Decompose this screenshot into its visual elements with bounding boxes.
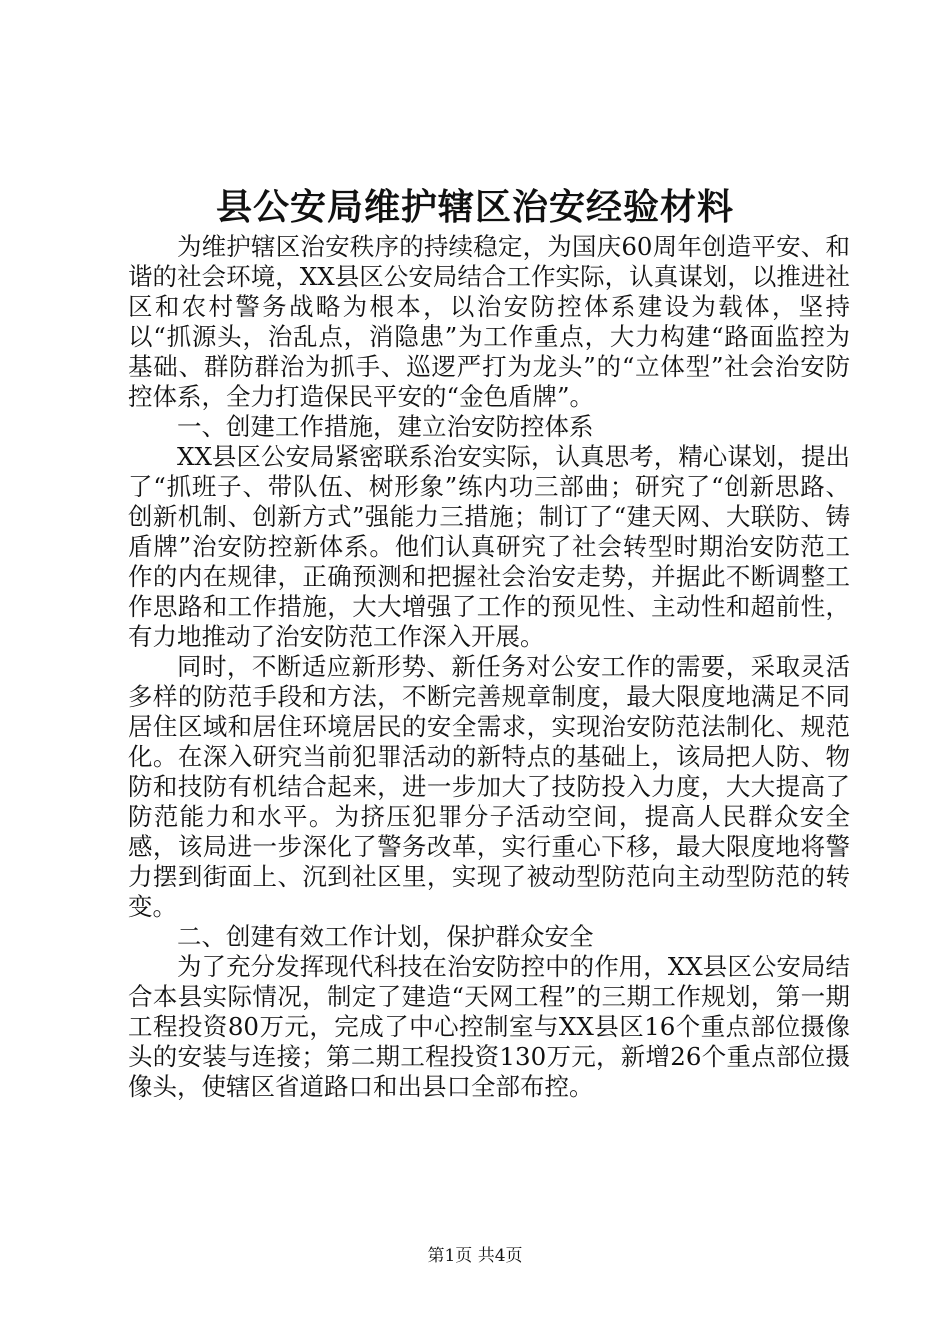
paragraph-section-1-b: 同时，不断适应新形势、新任务对公安工作的需要，采取灵活多样的防范手段和方法，不断完善规章制度，最大限度地满足不同居住区域和居住环境居民的安全需求，实现治安防范法制化、规范化。在深入研究当前犯罪活动的新特点的基础上，该局把人防、物防和技防有机结合起来，进一步加大了技防投入力度，大大提高了防范能力和水平。为挤压犯罪分子活动空间，提高人民群众安全感，该局进一步深化了警务改革，实行重心下移，最大限度地将警力摆到街面上、沉到社区里，实现了被动型防范向主动型防范的转变。 bbox=[128, 652, 850, 921]
section-heading-1: 一、创建工作措施，建立治安防控体系 bbox=[177, 412, 594, 441]
paragraph-section-2-a: 为了充分发挥现代科技在治安防控中的作用，XX县区公安局结合本县实际情况，制定了建造“天网工程”的三期工作规划，第一期工程投资80万元，完成了中心控制室与XX县区16个重点部位摄像头的安装与连接；第二期工程投资130万元，新增26个重点部位摄像头，使辖区省道路口和出县口全部布控。 bbox=[128, 952, 850, 1101]
document-title: 县公安局维护辖区治安经验材料 bbox=[215, 186, 734, 228]
paragraph-section-1-a: XX县区公安局紧密联系治安实际，认真思考，精心谋划，提出了“抓班子、带队伍、树形象”练内功三部曲；研究了“创新思路、创新机制、创新方式”强能力三措施；制订了“建天网、大联防、铸盾牌”治安防控新体系。他们认真研究了社会转型时期治安防范工作的内在规律，正确预测和把握社会治安走势，并据此不断调整工作思路和工作措施，大大增强了工作的预见性、主动性和超前性，有力地推动了治安防范工作深入开展。 bbox=[128, 442, 850, 651]
page-number-footer: 第1页 共4页 bbox=[427, 1246, 523, 1266]
paragraph-intro: 为维护辖区治安秩序的持续稳定，为国庆60周年创造平安、和谐的社会环境，XX县区公安局结合工作实际，认真谋划，以推进社区和农村警务战略为根本，以治安防控体系建设为载体，坚持以“抓源头，治乱点，消隐患”为工作重点，大力构建“路面监控为基础、群防群治为抓手、巡逻严打为龙头”的“立体型”社会治安防控体系，全力打造保民平安的“金色盾牌”。 bbox=[128, 232, 850, 411]
document-body bbox=[128, 232, 850, 1102]
section-heading-2: 二、创建有效工作计划，保护群众安全 bbox=[177, 922, 594, 951]
